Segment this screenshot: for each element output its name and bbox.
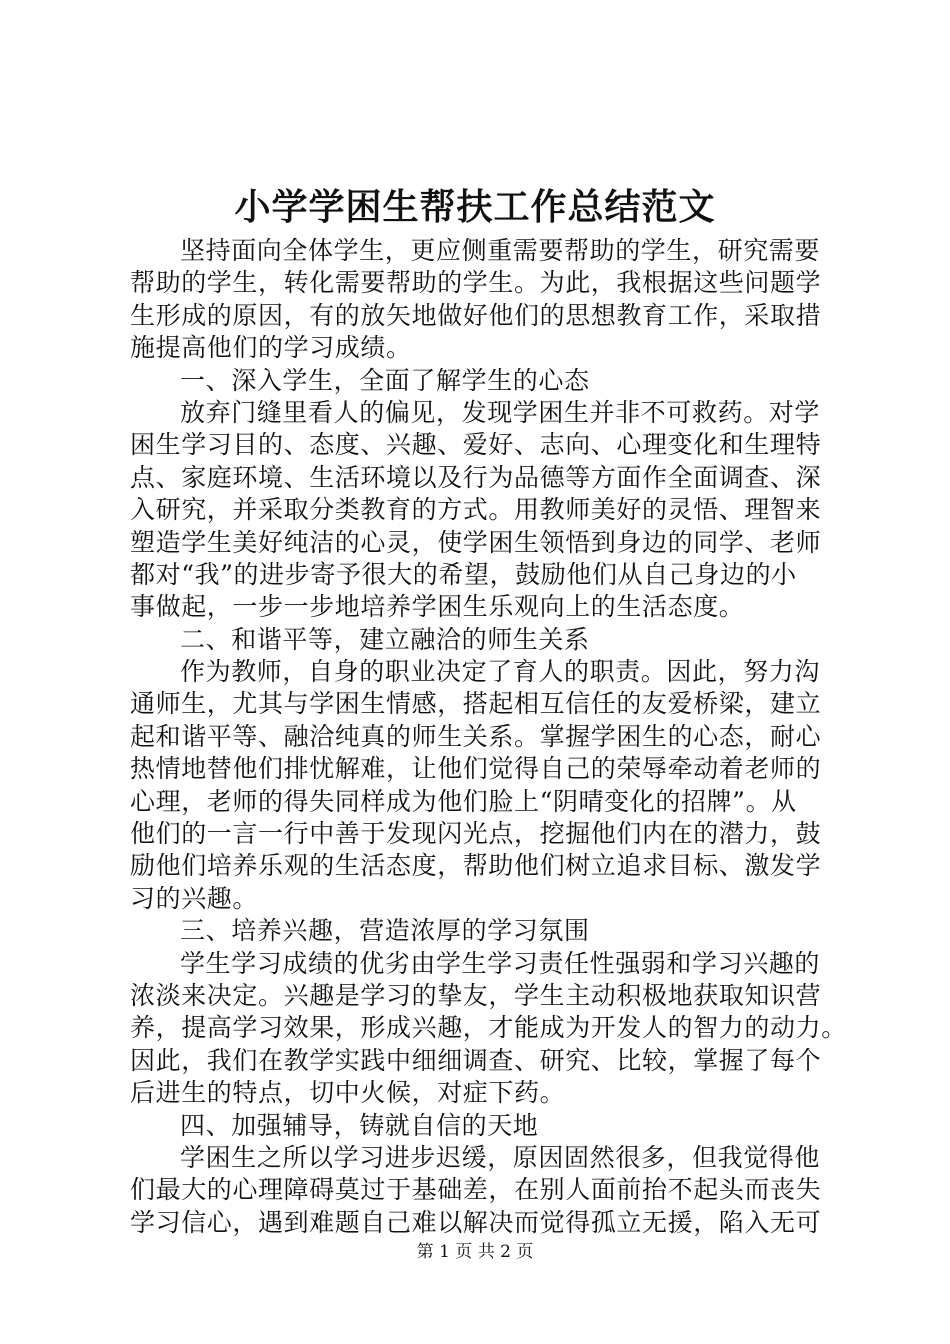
- text-line: 热情地替他们排忧解难，让他们觉得自己的荣辱牵动着老师的: [130, 754, 822, 784]
- text-line: 施提高他们的学习成绩。: [130, 333, 412, 363]
- text-line: 点、家庭环境、生活环境以及行为品德等方面作全面调查、深: [130, 462, 822, 492]
- text-line: 四、加强辅导，铸就自信的天地: [180, 1110, 539, 1140]
- text-line: 养，提高学习效果，形成兴趣，才能成为开发人的智力的动力。: [130, 1013, 847, 1043]
- document-title: 小学学困生帮扶工作总结范文: [234, 186, 716, 228]
- text-line: 们最大的心理障碍莫过于基础差，在别人面前抬不起头而丧失: [130, 1175, 822, 1205]
- text-line: 二、和谐平等，建立融洽的师生关系: [180, 624, 590, 654]
- text-line: 起和谐平等、融洽纯真的师生关系。掌握学困生的心态，耐心: [130, 721, 822, 751]
- text-line: 事做起，一步一步地培养学困生乐观向上的生活态度。: [130, 592, 745, 622]
- text-line: 浓淡来决定。兴趣是学习的挚友，学生主动积极地获取知识营: [130, 980, 822, 1010]
- text-line: 都对“我”的进步寄予很大的希望，鼓励他们从自己身边的小: [130, 559, 797, 589]
- text-line: 他们的一言一行中善于发现闪光点，挖掘他们内在的潜力，鼓: [130, 819, 822, 849]
- text-line: 学习信心，遇到难题自己难以解决而觉得孤立无援，陷入无可: [130, 1207, 822, 1237]
- page-footer: 第 1 页 共 2 页: [416, 1242, 534, 1262]
- text-line: 习的兴趣。: [130, 883, 259, 913]
- text-line: 塑造学生美好纯洁的心灵，使学困生领悟到身边的同学、老师: [130, 527, 822, 557]
- text-line: 坚持面向全体学生，更应侧重需要帮助的学生，研究需要: [180, 236, 821, 265]
- text-line: 后进生的特点，切中火候，对症下药。: [130, 1078, 566, 1108]
- text-line: 困生学习目的、态度、兴趣、爱好、志向、心理变化和生理特: [130, 430, 822, 460]
- text-line: 生形成的原因，有的放矢地做好他们的思想教育工作，采取措: [130, 300, 822, 330]
- text-line: 作为教师，自身的职业决定了育人的职责。因此，努力沟: [180, 657, 821, 687]
- text-line: 入研究，并采取分类教育的方式。用教师美好的灵悟、理智来: [130, 495, 822, 525]
- text-line: 学困生之所以学习进步迟缓，原因固然很多，但我觉得他: [180, 1142, 821, 1172]
- document-body: [130, 235, 847, 1239]
- text-line: 励他们培养乐观的生活态度，帮助他们树立追求目标、激发学: [130, 851, 822, 881]
- text-line: 三、培养兴趣，营造浓厚的学习氛围: [180, 916, 590, 946]
- text-line: 心理，老师的得失同样成为他们脸上“阴晴变化的招牌”。从: [130, 786, 797, 816]
- text-line: 通师生，尤其与学困生情感，搭起相互信任的友爱桥梁，建立: [130, 689, 822, 719]
- text-line: 因此，我们在教学实践中细细调查、研究、比较，掌握了每个: [130, 1045, 822, 1075]
- text-line: 学生学习成绩的优劣由学生学习责任性强弱和学习兴趣的: [180, 948, 821, 978]
- text-line: 放弃门缝里看人的偏见，发现学困生并非不可救药。对学: [180, 397, 821, 427]
- text-line: 一、深入学生，全面了解学生的心态: [180, 365, 590, 395]
- text-line: 帮助的学生，转化需要帮助的学生。为此，我根据这些问题学: [130, 268, 822, 298]
